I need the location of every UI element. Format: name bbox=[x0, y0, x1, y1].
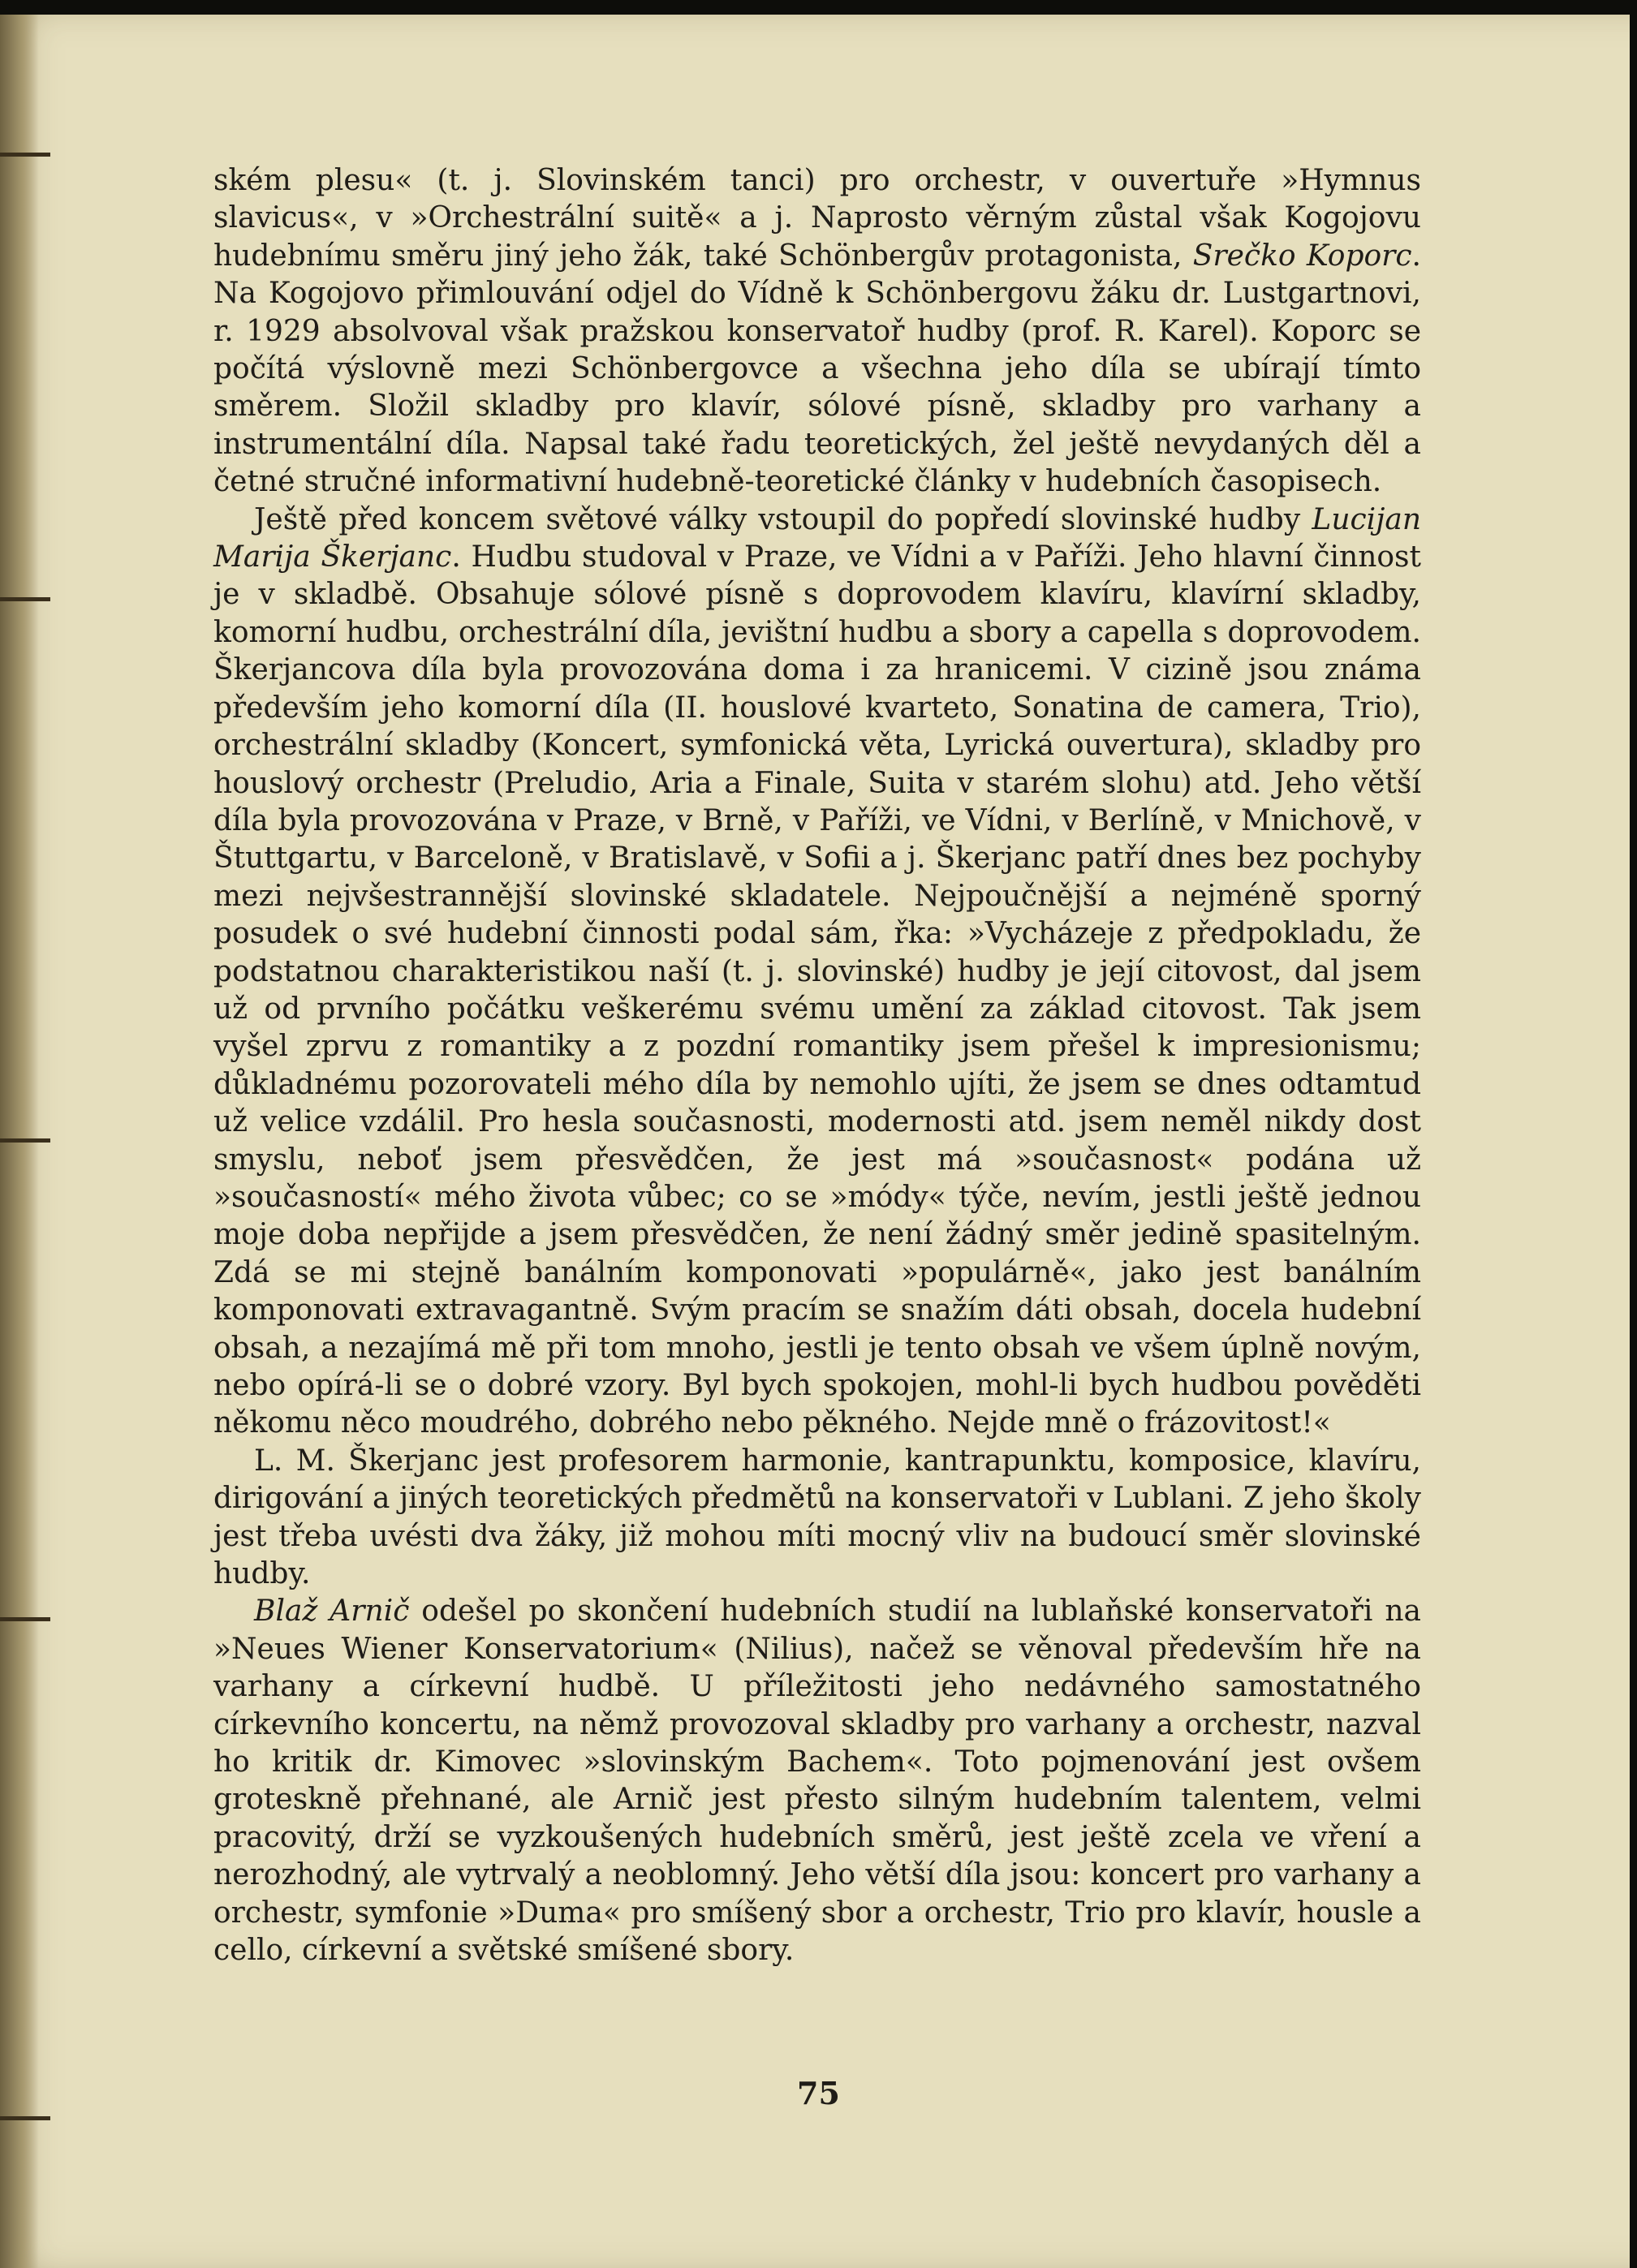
binding-mark bbox=[0, 597, 50, 601]
italic-name-run: Srečko Koporc bbox=[1192, 239, 1412, 273]
text-run: odešel po skončení hudebních studií na lublaňské konservatoři na »Neues Wiener Konservatorium« (Nilius), načež se věnoval především hře na varhany a církevní hudbě. U příležitosti jeho nedávného samostatného církevního koncertu, na němž provozoval skladby pro varhany a orchestr, nazval ho kritik dr. Kimovec »slovinským Bachem«. Toto pojmenování jest ovšem groteskně přehnané, ale Arnič jest přesto silným hudebním talentem, velmi pracovitý, drží se vyzkoušených hudebních směrů, jest ještě zcela ve vření a nerozhodný, ale vytrvalý a neoblomný. Jeho větší díla jsou: koncert pro varhany a orchestr, symfonie »Duma« pro smíšený sbor a orchestr, Trio pro klavír, housle a cello, církevní a světské smíšené sbory. bbox=[213, 1594, 1421, 1968]
text-run: . Na Kogojovo přimlouvání odjel do Vídně k Schönbergovu žáku dr. Lustgartnovi, r. 1929 absolvoval však pražskou konservatoř hudby (prof. R. Karel). Koporc se počítá výslovně mezi Schönbergovce a všechna jeho díla se ubírají tímto směrem. Složil skladby pro klavír, sólové písně, skladby pro varhany a instrumentální díla. Napsal také řadu teoretických, žel ještě nevydaných děl a četné stručné informativní hudebně-teoretické články v hudebních časopisech. bbox=[213, 239, 1421, 499]
page-number: 75 bbox=[797, 2075, 840, 2111]
binding-mark bbox=[0, 2116, 50, 2120]
text-run: L. M. Škerjanc jest profesorem harmonie, kantrapunktu, komposice, klavíru, dirigování a jiných teoretických předmětů na konservatoři v Lublani. Z jeho školy jest třeba uvésti dva žáky, již mohou míti mocný vliv na budoucí směr slovinské hudby. bbox=[213, 1444, 1421, 1591]
text-run: . Hudbu studoval v Praze, ve Vídni a v Paříži. Jeho hlavní činnost je v skladbě. Obsahuje sólové písně s doprovodem klavíru, klavírní skladby, komorní hudbu, orchestrální díla, jevištní hudbu a sbory a capella s doprovodem. Škerjancova díla byla provozována doma i za hranicemi. V cizině jsou známa především jeho komorní díla (II. houslové kvarteto, Sonatina de camera, Trio), orchestrální skladby (Koncert, symfonická věta, Lyrická ouvertura), skladby pro houslový orchestr (Preludio, Aria a Finale, Suita v starém slohu) atd. Jeho větší díla byla provozována v Praze, v Brně, v Paříži, ve Vídni, v Berlíně, v Mnichově, v Štuttgartu, v Barceloně, v Bratislavě, v Sofii a j. Škerjanc patří dnes bez pochyby mezi nejvšestrannější slovinské skladatele. Nejpoučnější a nejméně sporný posudek o své hudební činnosti podal sám, řka: »Vycházeje z předpokladu, že podstatnou charakteristikou naší (t. j. slovinské) hudby je její citovost, dal jsem už od prvního počátku veškerému svému umění za základ citovost. Tak jsem vyšel zprvu z romantiky a z pozdní romantiky jsem přešel k impresionismu; důkladnému pozorovateli mého díla by nemohlo ujíti, že jsem se dnes odtamtud už velice vzdálil. Pro hesla současnosti, modernosti atd. jsem neměl nikdy dost smyslu, neboť jsem přesvědčen, že jest má »současnost« podána už »současností« mého života vůbec; co se »módy« týče, nevím, jestli ještě jednou moje doba nepřijde a jsem přesvědčen, že není žádný směr jedině spasitelným. Zdá se mi stejně banálním komponovati »populárně«, jako jest banálním komponovati extravagantně. Svým pracím se snažím dáti obsah, docela hudební obsah, a nezajímá mě při tom mnoho, jestli je tento obsah ve všem úplně novým, nebo opírá-li se o dobré vzory. Byl bych spokojen, mohl-li bych hudbou pověděti někomu něco moudrého, dobrého nebo pěkného. Nejde mně o frázovitost!« bbox=[213, 540, 1421, 1440]
text-run: Ještě před koncem světové války vstoupil do popředí slovinské hudby bbox=[254, 502, 1312, 536]
binding-mark bbox=[0, 1617, 50, 1621]
binding-mark bbox=[0, 1138, 50, 1143]
text-run: ském plesu« (t. j. Slovinském tanci) pro orchestr, v ouvertuře »Hymnus slavicus«, v »Orchestrální suitě« a j. Naprosto věrným zůstal však Kogojovu hudebnímu směru jiný jeho žák, také Schönbergův protagonista, bbox=[213, 164, 1421, 273]
italic-name-run: Lucijan Marija Škerjanc bbox=[213, 502, 1421, 575]
binding-mark bbox=[0, 153, 50, 157]
body-text bbox=[213, 162, 1421, 1970]
paragraph bbox=[213, 1443, 1421, 1594]
italic-name-run: Blaž Arnič bbox=[254, 1594, 410, 1629]
paragraph bbox=[213, 1593, 1421, 1969]
paragraph bbox=[213, 162, 1421, 501]
paragraph bbox=[213, 501, 1421, 1443]
